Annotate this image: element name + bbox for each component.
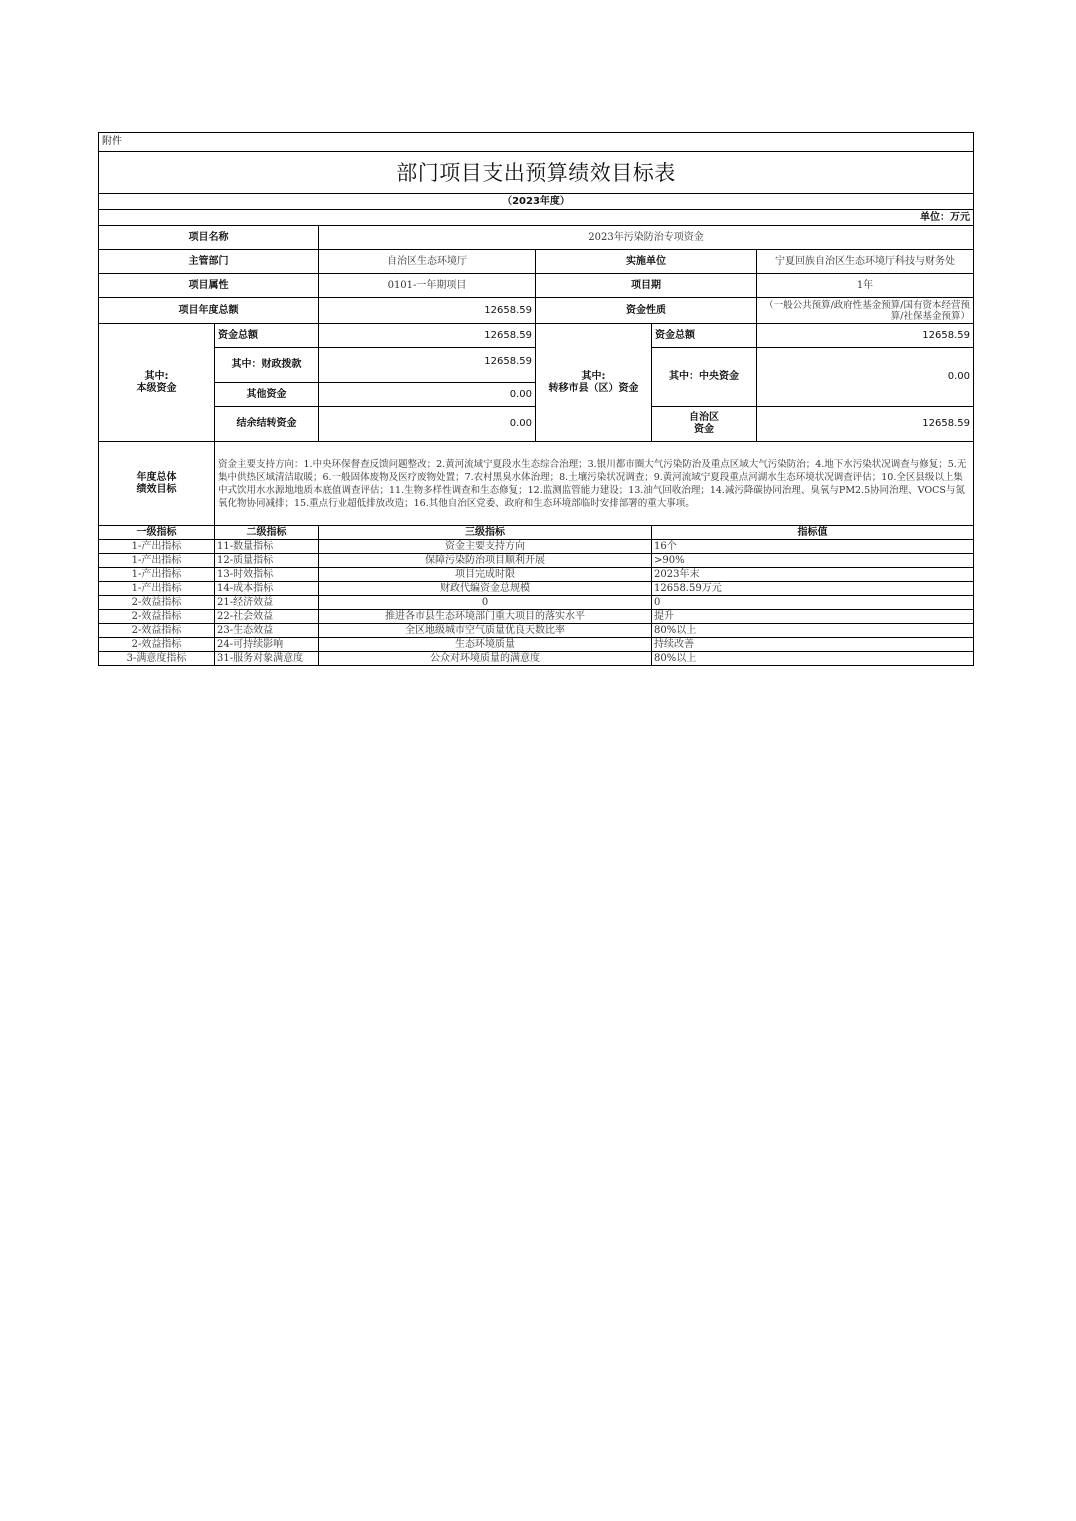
- indicator-level2: 14-成本指标: [215, 582, 319, 596]
- indicator-value: >90%: [652, 554, 974, 568]
- transfer-funds-label: 其中: 转移市县（区）资金: [536, 324, 652, 442]
- region-funds-value: 12658.59: [757, 407, 974, 442]
- indicator-row: [99, 638, 974, 652]
- indicator-header-value: 指标值: [652, 526, 974, 540]
- unit-label: 单位：万元: [99, 210, 974, 226]
- indicator-header-level3: 三级指标: [319, 526, 652, 540]
- indicator-value: 16个: [652, 540, 974, 554]
- indicator-level3: 0: [319, 596, 652, 610]
- indicator-level2: 31-服务对象满意度: [215, 652, 319, 666]
- indicator-level3: 项目完成时限: [319, 568, 652, 582]
- indicator-level3: 公众对环境质量的满意度: [319, 652, 652, 666]
- indicator-level3: 生态环境质量: [319, 638, 652, 652]
- central-funds-label: 其中：中央资金: [652, 348, 757, 407]
- indicator-level2: 12-质量指标: [215, 554, 319, 568]
- indicator-header-level1: 一级指标: [99, 526, 215, 540]
- indicator-table-body: [99, 526, 974, 666]
- transfer-total-label: 资金总额: [652, 324, 757, 348]
- indicator-level1: 2-效益指标: [99, 610, 215, 624]
- indicator-level1: 3-满意度指标: [99, 652, 215, 666]
- indicator-row: [99, 610, 974, 624]
- indicator-level1: 1-产出指标: [99, 582, 215, 596]
- project-name-value: 2023年污染防治专项资金: [319, 226, 974, 250]
- indicator-row: [99, 582, 974, 596]
- region-funds-label: 自治区 资金: [652, 407, 757, 442]
- fund-nature-label: 资金性质: [536, 298, 757, 324]
- indicator-level1: 1-产出指标: [99, 568, 215, 582]
- indicator-row: [99, 624, 974, 638]
- other-funds-label: 其他资金: [215, 383, 319, 407]
- indicator-value: 12658.59万元: [652, 582, 974, 596]
- central-funds-value: 0.00: [757, 348, 974, 407]
- indicator-level1: 2-效益指标: [99, 596, 215, 610]
- fiscal-allocation-value: 12658.59: [319, 348, 536, 383]
- indicator-level2: 22-社会效益: [215, 610, 319, 624]
- indicator-header-level2: 二级指标: [215, 526, 319, 540]
- dept-value: 自治区生态环境厅: [319, 250, 536, 274]
- impl-unit-value: 宁夏回族自治区生态环境厅科技与财务处: [757, 250, 974, 274]
- indicator-value: 提升: [652, 610, 974, 624]
- indicator-level2: 13-时效指标: [215, 568, 319, 582]
- other-funds-value: 0.00: [319, 383, 536, 407]
- indicator-level3: 推进各市县生态环境部门重大项目的落实水平: [319, 610, 652, 624]
- annual-total-value: 12658.59: [319, 298, 536, 324]
- annual-total-label: 项目年度总额: [99, 298, 319, 324]
- fiscal-year: （2023年度）: [99, 194, 974, 210]
- fiscal-allocation-label: 其中：财政拨款: [215, 348, 319, 383]
- local-total-label: 资金总额: [215, 324, 319, 348]
- indicator-level1: 1-产出指标: [99, 540, 215, 554]
- indicator-level1: 1-产出指标: [99, 554, 215, 568]
- project-period-label: 项目期: [536, 274, 757, 298]
- indicator-level3: 资金主要支持方向: [319, 540, 652, 554]
- indicator-level2: 11-数量指标: [215, 540, 319, 554]
- indicator-level3: 全区地级城市空气质量优良天数比率: [319, 624, 652, 638]
- indicator-level2: 21-经济效益: [215, 596, 319, 610]
- budget-performance-sheet: [98, 132, 973, 666]
- indicator-value: 持续改善: [652, 638, 974, 652]
- local-funds-label: 其中: 本级资金: [99, 324, 215, 442]
- indicator-value: 80%以上: [652, 624, 974, 638]
- carryover-funds-value: 0.00: [319, 407, 536, 442]
- project-attr-label: 项目属性: [99, 274, 319, 298]
- impl-unit-label: 实施单位: [536, 250, 757, 274]
- indicator-row: [99, 554, 974, 568]
- fund-nature-value: （一般公共预算/政府性基金预算/国有资本经营预算/社保基金预算）: [757, 298, 974, 324]
- indicator-level2: 24-可持续影响: [215, 638, 319, 652]
- indicator-level1: 2-效益指标: [99, 638, 215, 652]
- indicator-value: 80%以上: [652, 652, 974, 666]
- carryover-funds-label: 结余结转资金: [215, 407, 319, 442]
- transfer-total-value: 12658.59: [757, 324, 974, 348]
- project-attr-value: 0101-一年期项目: [319, 274, 536, 298]
- dept-label: 主管部门: [99, 250, 319, 274]
- project-name-label: 项目名称: [99, 226, 319, 250]
- annual-goal-text: 资金主要支持方向：1.中央环保督查反馈问题整改；2.黄河流域宁夏段水生态综合治理；3.银川都市圈大气污染防治及重点区域大气污染防治；4.地下水污染状况调查与修复；5.无集中供热区域清洁取暖；6.一般固体废物及医疗废物处置；7.农村黑臭水体治理；8.土壤污染状况调查；9.黄河流域宁夏段重点河湖水生态环境状况调查评估；10.全区县级以上集中式饮用水水源地地质本底值调查评估；11.生物多样性调查和生态修复；12.监测监管能力建设；13.油气回收治理；14.减污降碳协同治理、臭氧与PM2.5协同治理、VOCS与氮氧化物协同减排；15.重点行业超低排放改造；16.其他自治区党委、政府和生态环境部临时安排部署的重大事项。: [215, 442, 974, 526]
- page-title: 部门项目支出预算绩效目标表: [99, 152, 974, 194]
- indicator-row: [99, 652, 974, 666]
- indicator-level1: 2-效益指标: [99, 624, 215, 638]
- attachment-label: 附件: [99, 133, 974, 152]
- indicator-level2: 23-生态效益: [215, 624, 319, 638]
- indicator-level3: 保障污染防治项目顺利开展: [319, 554, 652, 568]
- project-period-value: 1年: [757, 274, 974, 298]
- annual-goal-label: 年度总体 绩效目标: [99, 442, 215, 526]
- performance-table: [98, 132, 974, 666]
- indicator-row: [99, 568, 974, 582]
- indicator-row: [99, 540, 974, 554]
- indicator-row: [99, 596, 974, 610]
- indicator-value: 0: [652, 596, 974, 610]
- indicator-value: 2023年末: [652, 568, 974, 582]
- local-total-value: 12658.59: [319, 324, 536, 348]
- indicator-level3: 财政代编资金总规模: [319, 582, 652, 596]
